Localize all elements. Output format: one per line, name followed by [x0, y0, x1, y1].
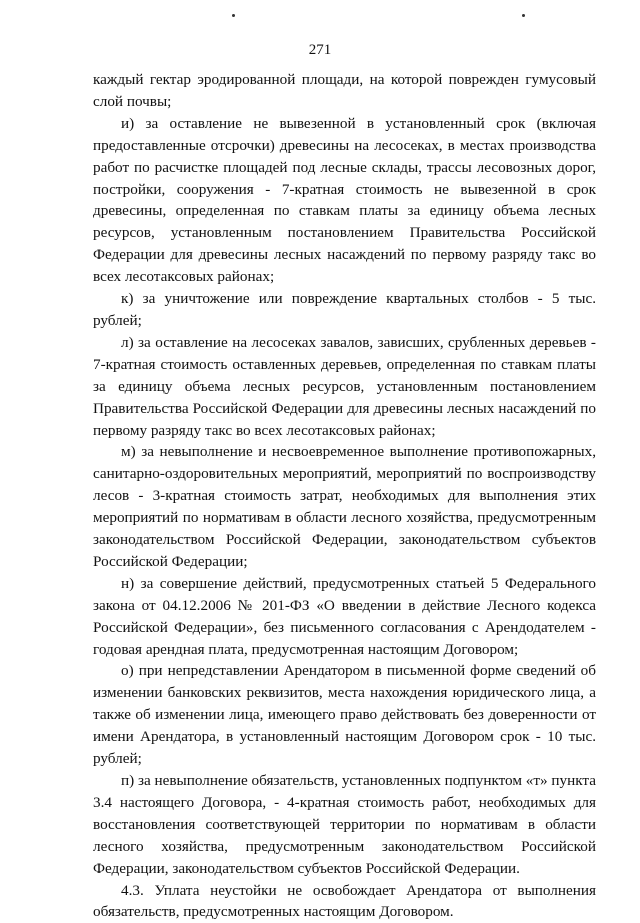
- paragraph-continuation: каждый гектар эродированной площади, на которой поврежден гумусовый слой почвы;: [93, 71, 596, 110]
- scan-speck: [522, 14, 525, 17]
- paragraph-item-n: н) за совершение действий, предусмотренных статьей 5 Федерального закона от 04.12.2006 № 201-ФЗ «О введении в действие Лесного кодекса Российской Федерации», без письменного согласования с Арендодателем - годовая арендная плата, предусмотренная настоящим Договором;: [93, 574, 596, 658]
- paragraph-item-i: и) за оставление не вывезенной в установленный срок (включая предоставленные отсрочки) древесины на лесосеках, в местах производства работ по расчистке площадей под лесные склады, трассы лесовозных дорог, постройки, сооружения - 7-кратная стоимость не вывезенной в срок древесины, определенная по ставкам платы за единицу объема лесных ресурсов, установленным постановлением Правительства Российской Федерации для древесины лесных насаждений по первому разряду такс во всех лесотаксовых районах;: [93, 114, 596, 286]
- paragraph-item-p: п) за невыполнение обязательств, установленных подпунктом «т» пункта 3.4 настоящего Договора, - 4-кратная стоимость работ, необходимых для восстановления соответствующей территории по нормативам в области лесного хозяйства, предусмотренным законодательством Российской Федерации, законодательством субъектов Российской Федерации.: [93, 772, 596, 877]
- paragraph-clause-4-3: 4.3. Уплата неустойки не освобождает Арендатора от выполнения обязательств, предусмотренных настоящим Договором.: [93, 881, 596, 921]
- paragraph-item-k: к) за уничтожение или повреждение квартальных столбов - 5 тыс. рублей;: [93, 290, 596, 329]
- scan-speck: [232, 14, 235, 17]
- page-number: 271: [308, 42, 332, 58]
- paragraph-item-m: м) за невыполнение и несвоевременное выполнение противопожарных, санитарно-оздоровительных мероприятий, мероприятий по воспроизводству лесов - 3-кратная стоимость затрат, необходимых для выполнения этих мероприятий по нормативам в области лесного хозяйства, предусмотренным законодательством Российской Федерации, законодательством субъектов Российской Федерации;: [93, 443, 596, 570]
- document-body: [93, 69, 596, 923]
- paragraph-item-o: о) при непредставлении Арендатором в письменной форме сведений об изменении банковских реквизитов, места нахождения юридического лица, а также об изменении лица, имеющего право действовать без доверенности от имени Арендатора, в установленный настоящим Договором срок - 10 тыс. рублей;: [93, 662, 596, 768]
- paragraph-item-l: л) за оставление на лесосеках завалов, зависших, срубленных деревьев - 7-кратная стоимость оставленных деревьев, определенная по ставкам платы за единицу объема лесных ресурсов, установленным постановлением Правительства Российской Федерации для древесины лесных насаждений по первому разряду такс во всех лесотаксовых районах;: [93, 333, 596, 439]
